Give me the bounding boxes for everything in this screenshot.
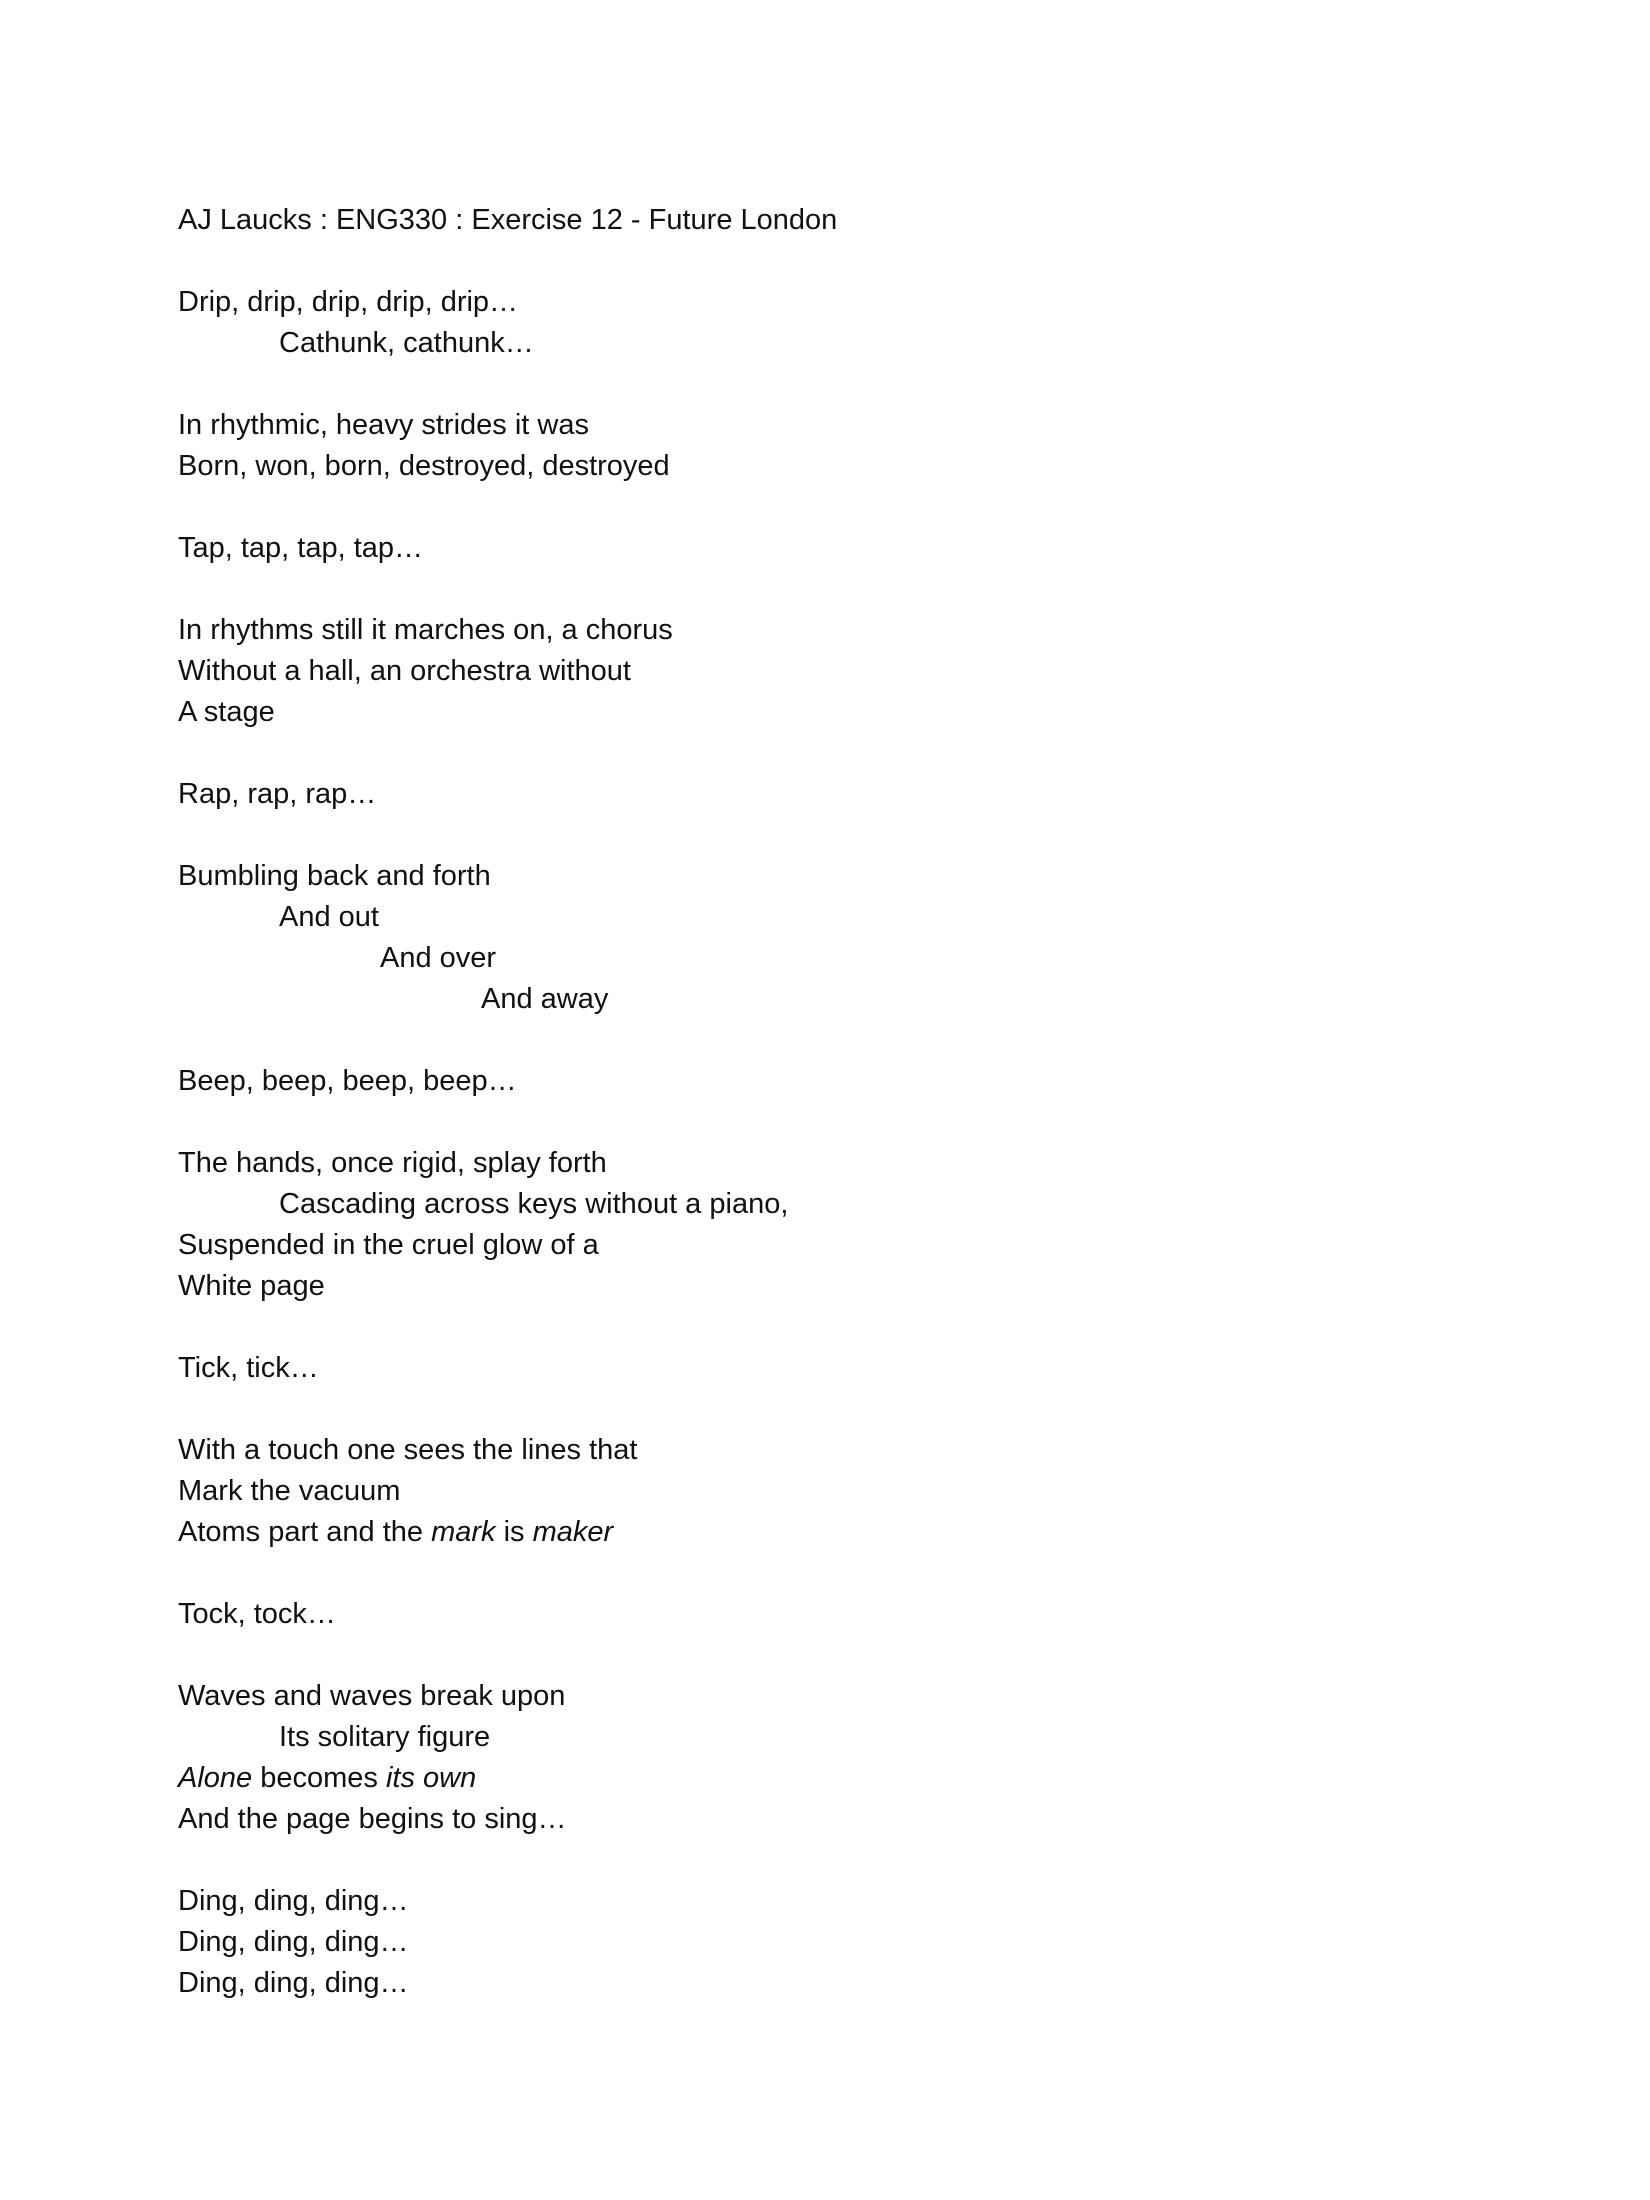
poem-line: Waves and waves break upon	[178, 1680, 566, 1712]
poem-line: Rap, rap, rap…	[178, 778, 377, 810]
blank-line	[178, 569, 1478, 610]
poem-line: Tap, tap, tap, tap…	[178, 532, 424, 564]
blank-line	[178, 733, 1478, 774]
poem-line: With a touch one sees the lines that	[178, 1434, 638, 1466]
poem-line: And away	[481, 983, 609, 1015]
poem-line: Its solitary figure	[279, 1721, 491, 1753]
poem-line: In rhythmic, heavy strides it was	[178, 409, 589, 441]
poem-line: Without a hall, an orchestra without	[178, 655, 631, 687]
poem-line: Drip, drip, drip, drip, drip…	[178, 286, 519, 318]
blank-line	[178, 1840, 1478, 1881]
poem-text: becomes	[252, 1762, 386, 1794]
poem-line: Ding, ding, ding…	[178, 1885, 409, 1917]
poem-emphasis: maker	[532, 1516, 614, 1548]
poem-line: Bumbling back and forth	[178, 860, 491, 892]
poem-line: White page	[178, 1270, 325, 1302]
poem-text: is	[495, 1516, 533, 1548]
poem-line: The hands, once rigid, splay forth	[178, 1147, 607, 1179]
blank-line	[178, 241, 1478, 282]
blank-line	[178, 815, 1478, 856]
poem-line: Born, won, born, destroyed, destroyed	[178, 450, 670, 482]
poem-text: Atoms part and the	[178, 1516, 432, 1548]
poem-body	[178, 200, 1478, 2004]
poem-line: Beep, beep, beep, beep…	[178, 1065, 517, 1097]
poem-line: A stage	[178, 696, 275, 728]
document-title: AJ Laucks : ENG330 : Exercise 12 - Future London	[178, 204, 838, 236]
blank-line	[178, 487, 1478, 528]
poem-line: Tock, tock…	[178, 1598, 336, 1630]
poem-line: Suspended in the cruel glow of a	[178, 1229, 599, 1261]
poem-line: And the page begins to sing…	[178, 1803, 567, 1835]
poem-line: Cascading across keys without a piano,	[279, 1188, 789, 1220]
poem-emphasis: its own	[385, 1762, 477, 1794]
blank-line	[178, 1102, 1478, 1143]
blank-line	[178, 1020, 1478, 1061]
poem-emphasis: Alone	[178, 1762, 253, 1794]
poem-line: And over	[380, 942, 497, 974]
blank-line	[178, 364, 1478, 405]
poem-line	[178, 1512, 1478, 1553]
poem-line: And out	[279, 901, 379, 933]
poem-line	[178, 1758, 1478, 1799]
poem-line: Ding, ding, ding…	[178, 1926, 409, 1958]
blank-line	[178, 1307, 1478, 1348]
poem-line: Tick, tick…	[178, 1352, 319, 1384]
poem-line: Cathunk, cathunk…	[279, 327, 534, 359]
blank-line	[178, 1389, 1478, 1430]
poem-line: In rhythms still it marches on, a chorus	[178, 614, 673, 646]
poem-line: Mark the vacuum	[178, 1475, 401, 1507]
poem-emphasis: mark	[431, 1516, 496, 1548]
poem-line: Ding, ding, ding…	[178, 1967, 409, 1999]
blank-line	[178, 1553, 1478, 1594]
blank-line	[178, 1635, 1478, 1676]
